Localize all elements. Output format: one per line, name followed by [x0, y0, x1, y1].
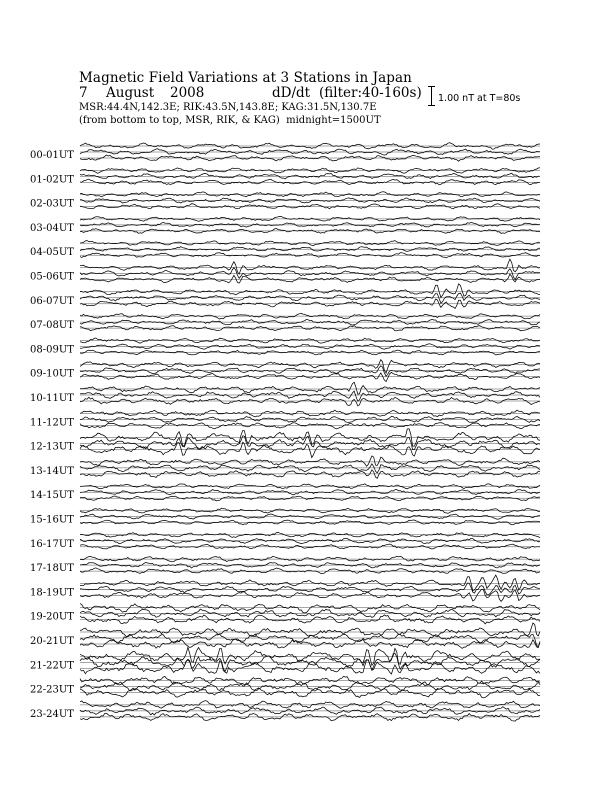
trace-line-KAG	[80, 259, 540, 274]
hour-row-23-24UT	[30, 701, 540, 721]
hour-label: 22-23UT	[30, 684, 74, 696]
filter-label: (filter:40-160s)	[319, 85, 422, 101]
hour-row-07-08UT	[30, 313, 540, 331]
hour-label: 20-21UT	[30, 636, 74, 647]
trace-line-RIK	[80, 366, 540, 376]
hour-label: 03-04UT	[30, 222, 74, 234]
hour-label: 07-08UT	[30, 320, 74, 332]
stations-line: MSR:44.4N,142.3E; RIK:43.5N,143.8E; KAG:31.5N,130.7E	[79, 102, 377, 113]
hour-row-06-07UT	[30, 284, 540, 309]
trace-line-MSR	[80, 544, 540, 549]
hour-label: 00-01UT	[30, 150, 74, 161]
midnight-note: midnight=1500UT	[286, 115, 381, 126]
trace-line-KAG	[80, 676, 540, 686]
hour-row-15-16UT	[30, 508, 540, 525]
hour-label: 18-19UT	[30, 587, 74, 599]
trace-line-RIK	[80, 173, 540, 179]
hour-label: 14-15UT	[30, 490, 74, 502]
order-note: (from bottom to top, MSR, RIK, & KAG)	[79, 115, 280, 126]
hour-row-08-09UT	[30, 338, 540, 355]
trace-line-RIK	[80, 391, 540, 401]
date-year: 2008	[170, 85, 205, 101]
trace-line-KAG	[80, 508, 540, 513]
hour-label: 09-10UT	[30, 368, 74, 380]
hour-row-10-11UT	[30, 382, 540, 406]
hour-row-22-23UT	[30, 676, 540, 698]
hour-label: 13-14UT	[30, 465, 74, 477]
date-day: 7	[79, 85, 88, 101]
trace-line-KAG	[80, 410, 540, 417]
quantity-label: dD/dt	[272, 85, 311, 101]
trace-line-RIK	[80, 538, 540, 543]
hour-label: 04-05UT	[30, 247, 74, 259]
hour-row-20-21UT	[30, 623, 540, 648]
hour-row-19-20UT	[30, 604, 540, 624]
hour-row-21-22UT	[30, 647, 540, 674]
trace-line-KAG	[80, 338, 540, 343]
hour-label: 15-16UT	[30, 514, 74, 526]
hour-row-05-06UT	[30, 259, 540, 283]
hour-row-17-18UT	[30, 556, 540, 574]
hour-label: 08-09UT	[30, 344, 74, 356]
trace-line-KAG	[80, 284, 540, 298]
trace-line-KAG	[80, 456, 540, 466]
hour-label: 12-13UT	[30, 441, 74, 453]
hour-label: 11-12UT	[30, 417, 74, 429]
hour-label: 10-11UT	[30, 393, 74, 404]
date-month: August	[106, 85, 155, 101]
hour-label: 23-24UT	[30, 708, 74, 720]
trace-line-KAG	[80, 360, 540, 373]
trace-line-MSR	[80, 470, 540, 479]
trace-line-MSR	[80, 659, 540, 674]
trace-line-KAG	[80, 533, 540, 538]
trace-line-MSR	[80, 639, 540, 648]
trace-line-RIK	[80, 609, 540, 617]
trace-line-MSR	[80, 423, 540, 429]
hour-row-11-12UT	[30, 410, 540, 429]
trace-line-RIK	[80, 247, 540, 252]
trace-line-KAG	[80, 192, 540, 197]
trace-line-MSR	[80, 397, 540, 406]
hour-row-12-13UT	[30, 429, 540, 458]
chart-title: Magnetic Field Variations at 3 Stations in Japan	[79, 70, 412, 86]
hour-row-09-10UT	[30, 360, 540, 382]
hour-row-03-04UT	[30, 217, 540, 234]
trace-line-RIK	[80, 634, 540, 647]
trace-line-MSR	[80, 688, 540, 698]
trace-line-KAG	[80, 701, 540, 709]
trace-line-MSR	[80, 568, 540, 574]
trace-line-KAG	[80, 623, 540, 637]
hour-row-14-15UT	[30, 484, 540, 501]
trace-line-MSR	[80, 274, 540, 283]
hour-row-13-14UT	[30, 456, 540, 479]
hour-label: 19-20UT	[30, 611, 74, 623]
hour-label: 01-02UT	[30, 174, 74, 186]
hour-label: 02-03UT	[30, 198, 74, 210]
hour-label: 05-06UT	[30, 271, 74, 283]
trace-line-MSR	[80, 372, 540, 381]
hour-label: 21-22UT	[30, 660, 74, 672]
trace-line-MSR	[80, 496, 540, 501]
trace-line-KAG	[80, 168, 540, 174]
hour-row-02-03UT	[30, 192, 540, 210]
hour-row-16-17UT	[30, 533, 540, 550]
trace-line-MSR	[80, 179, 540, 185]
trace-line-MSR	[80, 615, 540, 624]
hour-label: 17-18UT	[30, 563, 74, 575]
hour-row-04-05UT	[30, 241, 540, 259]
hour-row-00-01UT	[30, 143, 540, 162]
scale-label: 1.00 nT at T=80s	[438, 93, 521, 104]
hour-row-18-19UT	[30, 575, 540, 601]
trace-line-RIK	[80, 681, 540, 691]
trace-line-MSR	[80, 713, 540, 721]
trace-line-KAG	[80, 575, 540, 591]
hour-row-01-02UT	[30, 168, 540, 186]
hour-label: 06-07UT	[30, 295, 74, 307]
hour-label: 16-17UT	[30, 538, 74, 550]
trace-line-MSR	[80, 204, 540, 209]
